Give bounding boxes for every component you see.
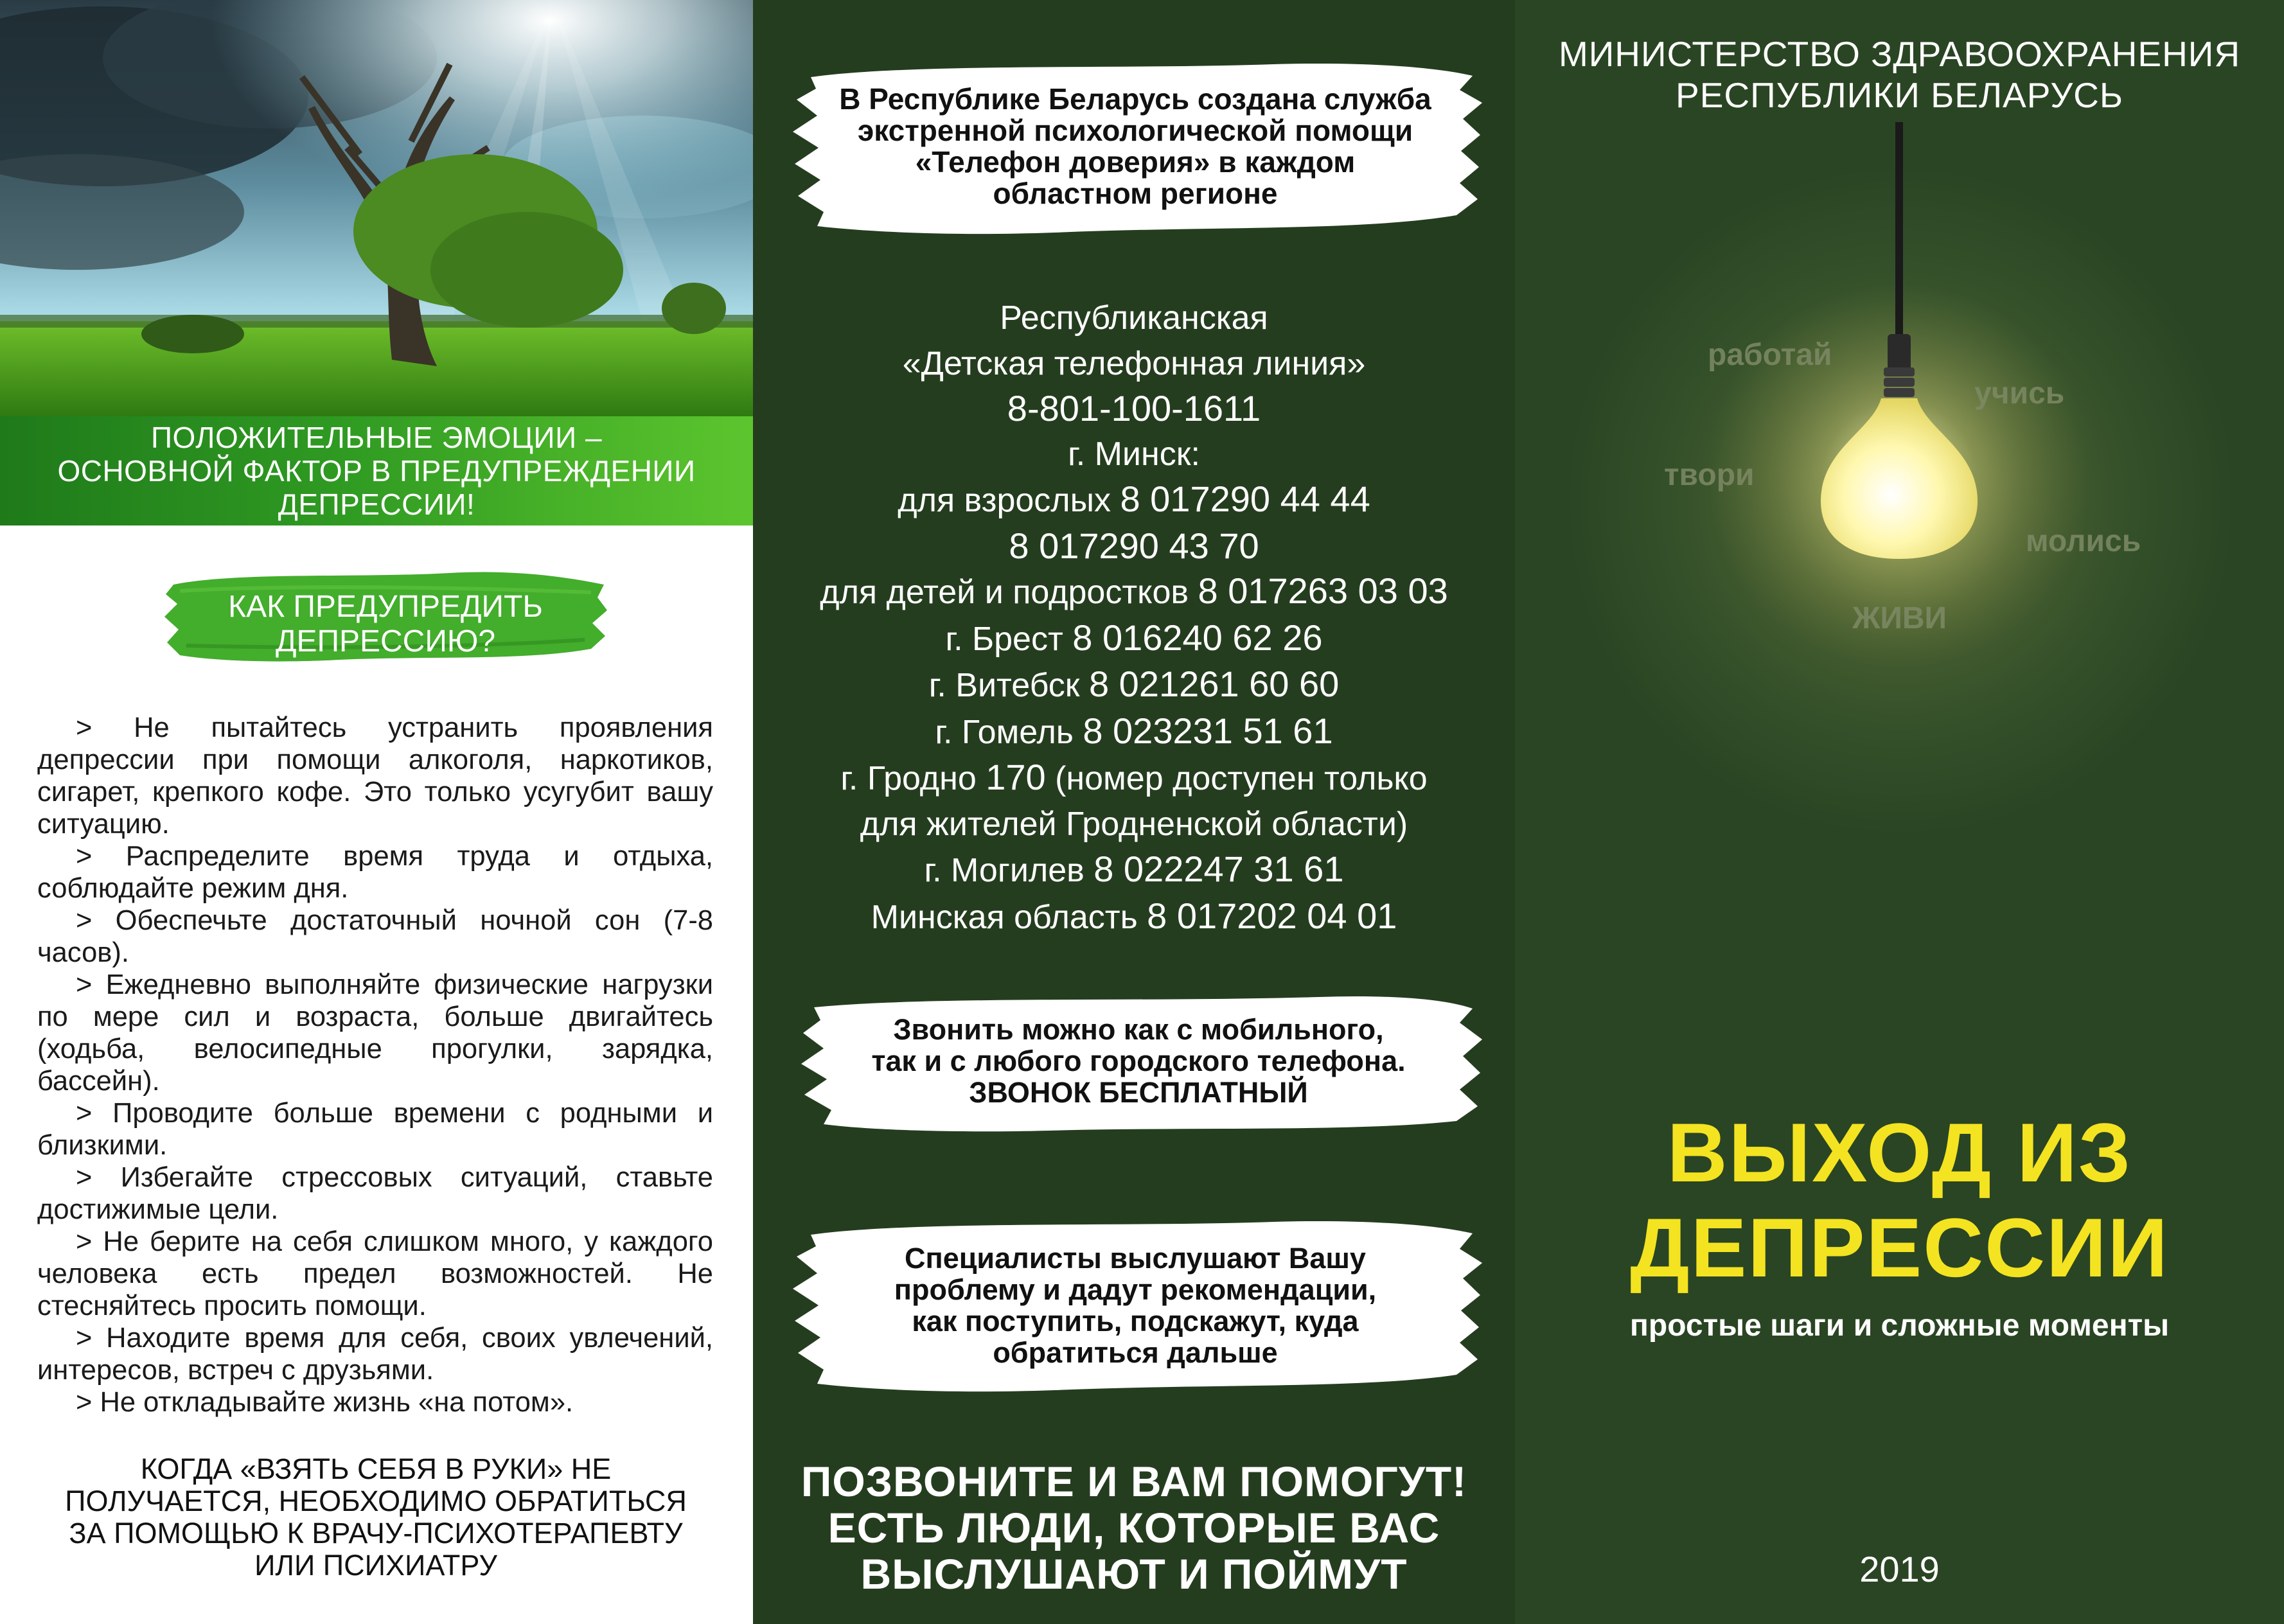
hotline-adults-number-2: 8 017290 43 70 — [1009, 525, 1259, 566]
hotlines-list — [753, 296, 1515, 940]
free-call-text: Звонить можно как с мобильного, так и с любого городского телефона. ЗВОНОК БЕСПЛАТНЫЙ — [871, 1013, 1406, 1109]
word-study: учись — [1974, 376, 2065, 410]
main-title: ВЫХОД ИЗ ДЕПРЕССИИ — [1630, 1106, 2169, 1294]
prevent-title: КАК ПРЕДУПРЕДИТЬ ДЕПРЕССИЮ? — [228, 590, 543, 658]
tip-item: > Распределите время труда и отдыха, соблюдайте режим дня. — [37, 841, 713, 904]
hotline-adults-label: для взрослых — [898, 482, 1120, 519]
call-to-action: ПОЗВОНИТЕ И ВАМ ПОМОГУТ! ЕСТЬ ЛЮДИ, КОТОРЫЕ ВАС ВЫСЛУШАЮТ И ПОЙМУТ — [801, 1458, 1467, 1598]
hotline-gomel-number: 8 023231 51 61 — [1083, 710, 1333, 751]
tip-item: > Не пытайтесь устранить проявления депрессии при помощи алкоголя, наркотиков, сигарет, крепкого кофе. Это только усугубит вашу ситуацию. — [37, 712, 713, 840]
ministry-header: МИНИСТЕРСТВО ЗДРАВООХРАНЕНИЯ РЕСПУБЛИКИ БЕЛАРУСЬ — [1558, 34, 2241, 115]
hotline-children-number: 8 017263 03 03 — [1198, 570, 1448, 611]
year: 2019 — [1859, 1549, 1940, 1589]
tip-item: > Проводите больше времени с родными и близкими. — [37, 1098, 713, 1161]
intro-brush-box — [785, 58, 1485, 244]
banner-text: ПОЛОЖИТЕЛЬНЫЕ ЭМОЦИИ – ОСНОВНОЙ ФАКТОР В ПРЕДУПРЕЖДЕНИИ ДЕПРЕССИИ! — [57, 421, 696, 521]
subtitle: простые шаги и сложные моменты — [1629, 1309, 2170, 1343]
free-call-brush-box — [792, 989, 1485, 1137]
positive-emotions-banner — [0, 416, 753, 525]
hotline-grodno-number: 170 — [986, 757, 1046, 797]
hotline-mogilev — [753, 847, 1515, 894]
tip-item: > Избегайте стрессовых ситуаций, ставьте достижимые цели. — [37, 1162, 713, 1225]
specialists-brush-box — [785, 1214, 1485, 1400]
hotline-minsk-region-number: 8 017202 04 01 — [1147, 895, 1397, 936]
hotline-gomel-label: г. Гомель — [935, 713, 1083, 751]
hotline-children — [753, 569, 1515, 615]
hotline-republican: Республиканская — [1000, 299, 1268, 337]
hotline-adults-number-1: 8 017290 44 44 — [1120, 479, 1370, 519]
hero-image-tree-sky — [0, 0, 753, 416]
hotline-adults — [753, 477, 1515, 524]
hotline-mogilev-label: г. Могилев — [924, 852, 1094, 889]
word-pray: молись — [2026, 524, 2141, 558]
hotline-grodno-note: (номер доступен только — [1045, 760, 1428, 797]
hotline-child-line-number: 8-801-100-1611 — [1007, 388, 1261, 428]
intro-text: В Республике Беларусь создана служба экстренной психологической помощи «Телефон доверия» в каждом областном регионе — [839, 82, 1431, 210]
tip-item: > Не откладывайте жизнь «на потом». — [76, 1387, 574, 1418]
prevent-depression-heading — [161, 559, 610, 675]
hotline-minsk-region — [753, 894, 1515, 940]
hotline-mogilev-number: 8 022247 31 61 — [1093, 849, 1344, 889]
hotline-grodno — [753, 755, 1515, 802]
hotline-gomel — [753, 709, 1515, 755]
left-panel — [0, 0, 753, 1624]
hotline-vitebsk — [753, 662, 1515, 709]
word-work: работай — [1708, 338, 1832, 372]
tip-item: > Ежедневно выполняйте физические нагрузки по мере сил и возраста, больше двигайтесь (ходьба, велосипедные прогулки, зарядка, бассейн). — [37, 969, 713, 1097]
hotline-grodno-label: г. Гродно — [840, 760, 986, 797]
specialists-text: Специалисты выслушают Вашу проблему и дадут рекомендации, как поступить, подскажут, куда обратиться дальше — [894, 1242, 1377, 1369]
hotline-children-label: для детей и подростков — [820, 574, 1198, 611]
hotline-brest-label: г. Брест — [945, 620, 1073, 658]
tip-item: > Не берите на себя слишком много, у каждого человека есть предел возможностей. Не стесняйтесь просить помощи. — [37, 1226, 713, 1321]
right-panel — [1515, 0, 2284, 1624]
word-live: ЖИВИ — [1852, 601, 1947, 635]
hotline-brest — [753, 615, 1515, 662]
tips-list — [37, 712, 713, 1418]
seek-help-note: КОГДА «ВЗЯТЬ СЕБЯ В РУКИ» НЕ ПОЛУЧАЕТСЯ, НЕОБХОДИМО ОБРАТИТЬСЯ ЗА ПОМОЩЬЮ К ВРАЧУ-ПСИХОТЕРАПЕВТУ ИЛИ ПСИХИАТРУ — [65, 1452, 687, 1582]
hotline-brest-number: 8 016240 62 26 — [1072, 617, 1323, 658]
hotline-minsk-region-label: Минская область — [871, 898, 1147, 936]
tip-item: > Обеспечьте достаточный ночной сон (7-8 часов). — [37, 905, 713, 968]
hotline-vitebsk-label: г. Витебск — [928, 667, 1089, 704]
hotline-child-line-label: «Детская телефонная линия» — [902, 344, 1366, 382]
hotline-minsk-label: г. Минск: — [1068, 435, 1200, 473]
hotline-vitebsk-number: 8 021261 60 60 — [1088, 664, 1340, 704]
tip-item: > Находите время для себя, своих увлечений, интересов, встреч с друзьями. — [37, 1323, 713, 1386]
hotline-grodno-note-2: для жителей Гродненской области) — [860, 805, 1408, 843]
word-create: твори — [1664, 458, 1755, 492]
middle-panel — [753, 0, 1515, 1624]
